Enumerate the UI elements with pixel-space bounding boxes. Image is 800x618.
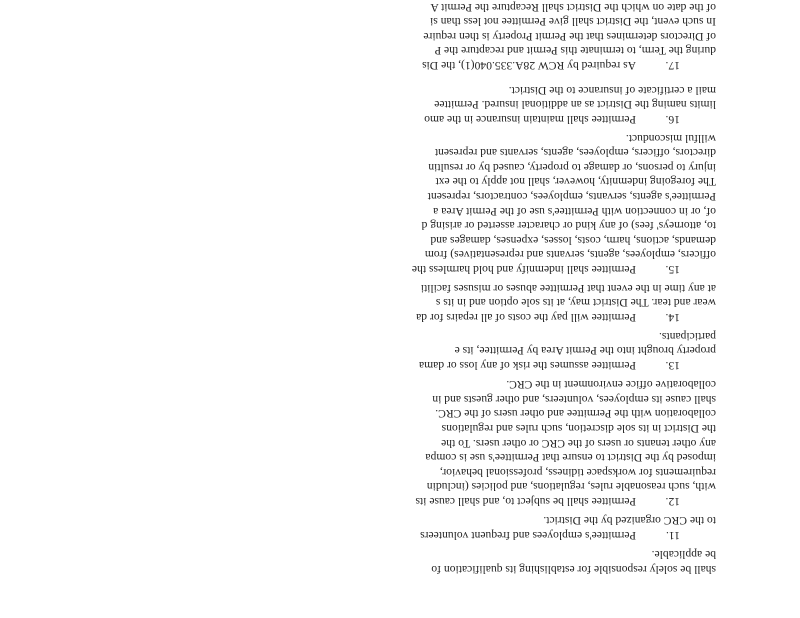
p15-line-9: directors, officers, employees, agents, servants and represent [434,146,716,160]
p16-number: 16. [665,113,680,126]
p13-line-1 [96,357,680,372]
p12-line-5: any other tenants or users of the CRC or other users. To the [441,436,716,450]
p17-text: As required by RCW 28A.335.040(1), the Dis [422,59,636,72]
p17-line-3: of Directors determines that the Permit Property is then require [423,29,716,43]
p15-line-2: officers, employees, agents, servants and representatives) from [424,248,716,262]
p16-line-2: limits naming the District as an additional insured. Permittee [434,98,716,112]
p15-line-7: The foregoing indemnity, however, shall not apply to the ext [435,175,716,189]
p12-text: Permittee shall be subject to, and shall cause its [415,495,636,508]
p14-number: 14. [665,311,680,324]
p15-line-3: demands, actions, harm, costs, losses, expenses, damages and [430,233,716,247]
p15-line-8: injury to persons, or damage to property, caused by or resultin [428,160,716,174]
document-body-continued [96,0,716,72]
p12-line-6: the District in its sole discretion, such rules and regulations [441,422,716,435]
p14-line-3: at any time in the event that Permittee abuses or misuses faciliti [420,281,716,295]
p15-line-6: Permittee's agents, servants, employees, contractors, represent [427,190,716,203]
p10-line-2: be applicable. [651,548,716,562]
p15-number: 15. [665,263,680,276]
p14-text: Permittee will pay the costs of all repairs for da [416,311,636,324]
p12-line-9: collaborative office environment in the CRC. [506,378,716,392]
p17-line-4: In such event, the District shall give Permittee not less than si [430,15,716,29]
p15-text: Permittee shall indemnify and hold harmless the [411,263,636,276]
p11-line-2: to the CRC organized by the District. [543,514,716,528]
p12-line-1 [96,493,680,508]
p12-line-7: collaboration with the Permittee and other users of the CRC. [435,407,716,421]
p12-line-2: with, such reasonable rules, regulations, and policies (includin [426,480,716,494]
p17-line-1 [96,57,680,72]
p11-text: Permittee's employees and frequent volunteers [420,529,636,542]
p14-line-1 [96,309,680,324]
p12-number: 12. [665,495,680,508]
document-body [96,76,716,576]
p15-line-5: of, or in connection with Permittee's use of the Permit Area a [433,204,716,218]
p13-text: Permittee assumes the risk of any loss or dama [418,359,636,372]
p12-line-3: requirements for workspace tidiness, professional behavior, [439,465,716,479]
p13-line-2: property brought into the Permit Area by Permittee, its e [454,344,716,358]
p14-line-2: wear and tear. The District may, at its sole option and in its s [435,296,716,310]
p10-line-1: shall be solely responsible for establishing its qualification fo [431,563,716,576]
p17-number: 17. [665,59,680,72]
p15-line-1 [96,261,680,276]
p17-line-5: of the date on which the District shall Recapture the Permit A [430,0,716,14]
p15-line-10: willful misconduct. [625,131,716,145]
p13-number: 13. [665,359,680,372]
p12-line-8: shall cause its employees, volunteers, and other guests and in [432,392,716,406]
p17-line-2: during the Term, to terminate this Permit and recapture the P [434,44,716,58]
p15-line-4: to, attorneys' fees) of any kind or character asserted or arising d [421,219,716,233]
p16-line-3: mail a certificate of insurance to the District. [508,83,716,97]
p16-line-1 [96,111,680,126]
p11-line-1 [96,527,680,542]
p16-text: Permittee shall maintain insurance in the amo [424,113,636,126]
p13-line-3: participants. [659,329,716,343]
p12-line-4: imposed by the District to ensure that Permittee's use is compa [425,451,716,465]
p11-number: 11. [665,529,680,542]
